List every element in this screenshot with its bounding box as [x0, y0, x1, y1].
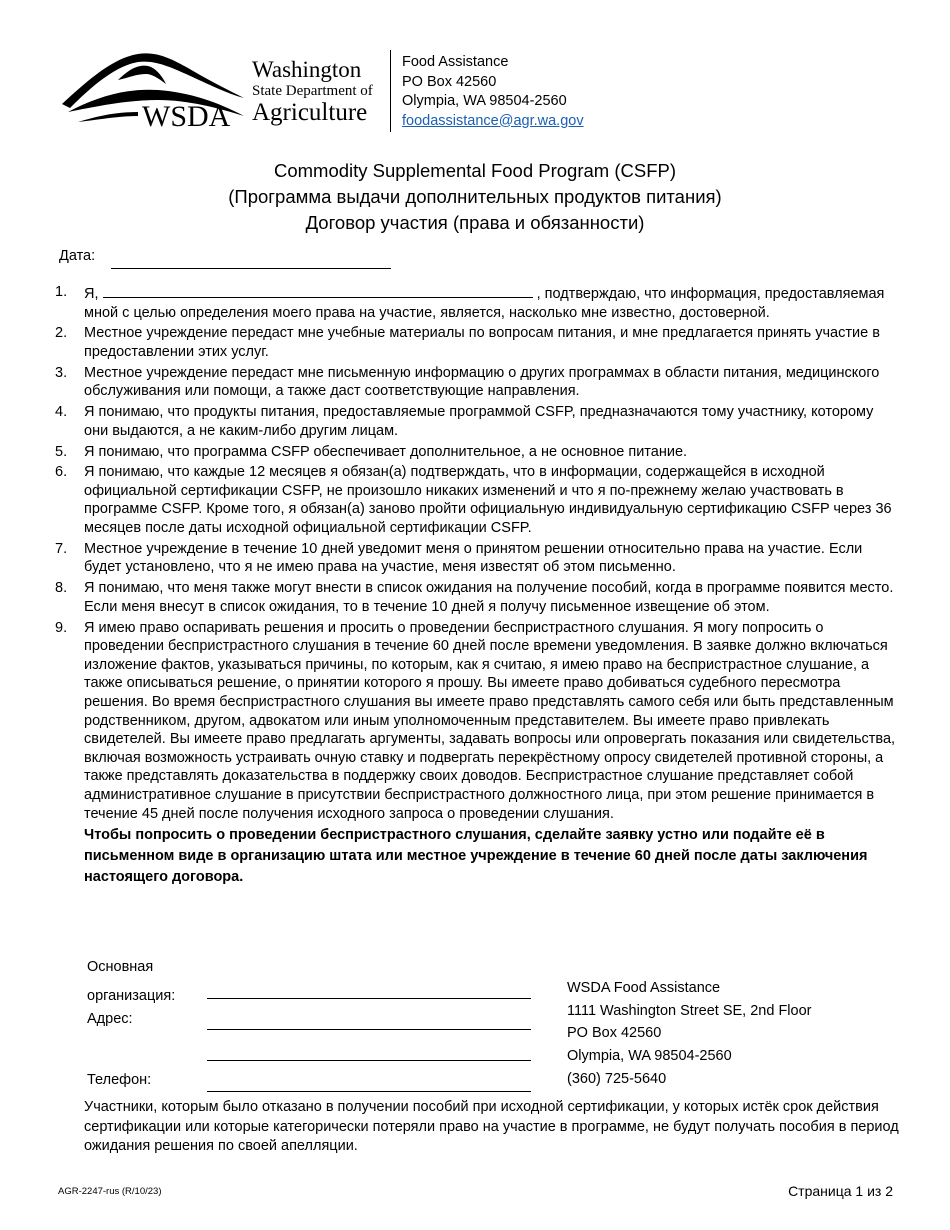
agency-line-3: Agriculture [252, 99, 368, 126]
item-text: Я понимаю, что программа CSFP обеспечивает дополнительное, а не основное питание. [84, 443, 688, 460]
state-address-box: PO Box 42560 [567, 1025, 662, 1042]
date-label: Дата: [59, 248, 96, 264]
item-text-post: , подтверждаю, что информация, предоставляемая мной с целью определения моего права на участие, является, насколько мне известно, достоверной. [84, 286, 885, 321]
form-number: AGR-2247-rus (R/10/23) [58, 1186, 162, 1197]
item-number: 4. [55, 404, 68, 421]
state-address-name: WSDA Food Assistance [567, 980, 721, 996]
appeal-footnote: Участники, которым было отказано в получении пособий при исходной сертификации, у которых истёк срок действия сертификации или которые категорически потеряли право на участие в программе, не будут получать пособия в период ожидания решения по своей апелляции. [84, 1099, 899, 1154]
list-item [55, 443, 900, 462]
phone-label: Телефон: [87, 1072, 152, 1088]
hearing-request-note: Чтобы попросить о проведении беспристрастного слушания, сделайте заявку устно или подайте её в письменном виде в организацию штата или местное учреждение в течение 60 дней после даты заключения настоящего договора. [84, 827, 868, 886]
agency-line-2: State Department of [252, 83, 373, 99]
agency-name [252, 58, 382, 125]
item-text: Местное учреждение в течение 10 дней уведомит меня о принятом решении относительно права на участие. Если будет установлено, что я не имею права на участие, меня известят об этом письменно. [84, 540, 863, 576]
address-field-line-1[interactable] [207, 1029, 531, 1030]
org-label [87, 956, 175, 1007]
logo-lettering: WSDA [142, 100, 231, 130]
item-number: 2. [55, 325, 68, 342]
item-number: 5. [55, 443, 68, 460]
list-item [55, 364, 900, 401]
contact-block [402, 53, 584, 131]
item-text: Местное учреждение передаст мне письменную информацию о других программах в области питания, медицинского обслуживания или помощи, а также даст соответствующие направления. [84, 364, 880, 400]
document-title [0, 158, 950, 236]
item-text: Я имею право оспаривать решения и просить о проведении беспристрастного слушания. Я могу попросить о проведении беспристрастного слушания в течение 60 дней после времени уведомления. В заявке должно включаться изложение фактов, указываться причины, по которым, как я считаю, я имею право на беспристрастное слушание, а также описываться решение, о принятии которого я прошу. Вы имеете право добиваться судебного пересмотра решения. Во время беспристрастного слушания вы имеете право представлять самого себя или быть представленным родственником, другом, адвокатом или иным уполномоченным представителем. Вы имеете право привлекать свидетелей. Вы имеете право предлагать аргументы, задавать вопросы или опровергать показания или свидетельства, включая возможность устраивать очную ставку и подвергать перекрёстному опросу свидетелей противной стороны, а также представлять доказательства в поддержку своих доводов. Беспристрастное слушание представляет собой административное слушание в присутствии беспристрастного должностного лица, при этом решение принимается в течение 45 дней после получения исходного запроса о проведении слушания. [84, 619, 896, 822]
item-number: 3. [55, 364, 68, 381]
list-item [55, 403, 900, 440]
list-item [55, 619, 900, 824]
title-line-3: Договор участия (права и обязанности) [305, 212, 645, 233]
agency-line-1: Washington [252, 57, 362, 82]
org-label-line-2: организация: [87, 988, 176, 1004]
item-text-pre: Я, [84, 286, 99, 302]
terms-list [55, 283, 900, 888]
item-number: 1. [55, 284, 68, 300]
item-text: Я понимаю, что каждые 12 месяцев я обязан(а) подтверждать, что в информации, содержащейся в исходной официальной сертификации CSFP, не произошло никаких изменений и что я по-прежнему желаю участвовать в программе CSFP. Кроме того, я обязан(а) заново пройти официальную индивидуальную сертификацию CSFP через 36 месяцев после даты исходной официальной сертификации CSFP. [84, 464, 892, 537]
title-line-1: Commodity Supplemental Food Program (CSFP) [273, 160, 676, 181]
participant-name-field[interactable] [103, 283, 533, 298]
state-agency-address [567, 977, 812, 1091]
page-number: Страница 1 из 2 [788, 1183, 893, 1199]
list-item [55, 463, 900, 537]
item-number: 7. [55, 540, 68, 557]
list-item [55, 324, 900, 361]
state-address-street: 1111 Washington Street SE, 2nd Floor [567, 1002, 812, 1019]
contact-city: Olympia, WA 98504-2560 [402, 93, 567, 109]
org-label-line-1: Основная [87, 959, 154, 975]
item-text: Местное учреждение передаст мне учебные материалы по вопросам питания, и мне предлагается принять участие в предоставлении этих услуг. [84, 325, 880, 360]
org-field[interactable] [207, 998, 531, 999]
contact-email-link[interactable]: foodassistance@agr.wa.gov [402, 112, 584, 129]
item-number: 9. [55, 619, 68, 636]
list-item [55, 540, 900, 577]
header-divider [390, 50, 391, 132]
address-label: Адрес: [87, 1011, 133, 1027]
wsda-logo [58, 50, 248, 130]
item-text: Я понимаю, что продукты питания, предоставляемые программой CSFP, предназначаются тому участнику, которому они выдаются, а не каким-либо другим лицам. [84, 404, 874, 439]
state-address-phone: (360) 725-5640 [567, 1070, 667, 1087]
title-line-2: (Программа выдачи дополнительных продуктов питания) [228, 186, 722, 207]
item-number: 6. [55, 464, 68, 481]
contact-name: Food Assistance [402, 54, 509, 70]
state-address-city: Olympia, WA 98504-2560 [567, 1048, 732, 1065]
phone-field[interactable] [207, 1091, 531, 1092]
address-field-line-2[interactable] [207, 1060, 531, 1061]
item-number: 8. [55, 580, 68, 597]
list-item [55, 579, 900, 616]
date-field[interactable] [111, 268, 391, 269]
item-text: Я понимаю, что меня также могут внести в список ожидания на получение пособий, когда в программе появится место. Если меня внесут в список ожидания, то в течение 10 дней я получу письменное извещение об этом. [84, 580, 894, 615]
contact-box: PO Box 42560 [402, 73, 497, 90]
list-item [55, 283, 900, 322]
